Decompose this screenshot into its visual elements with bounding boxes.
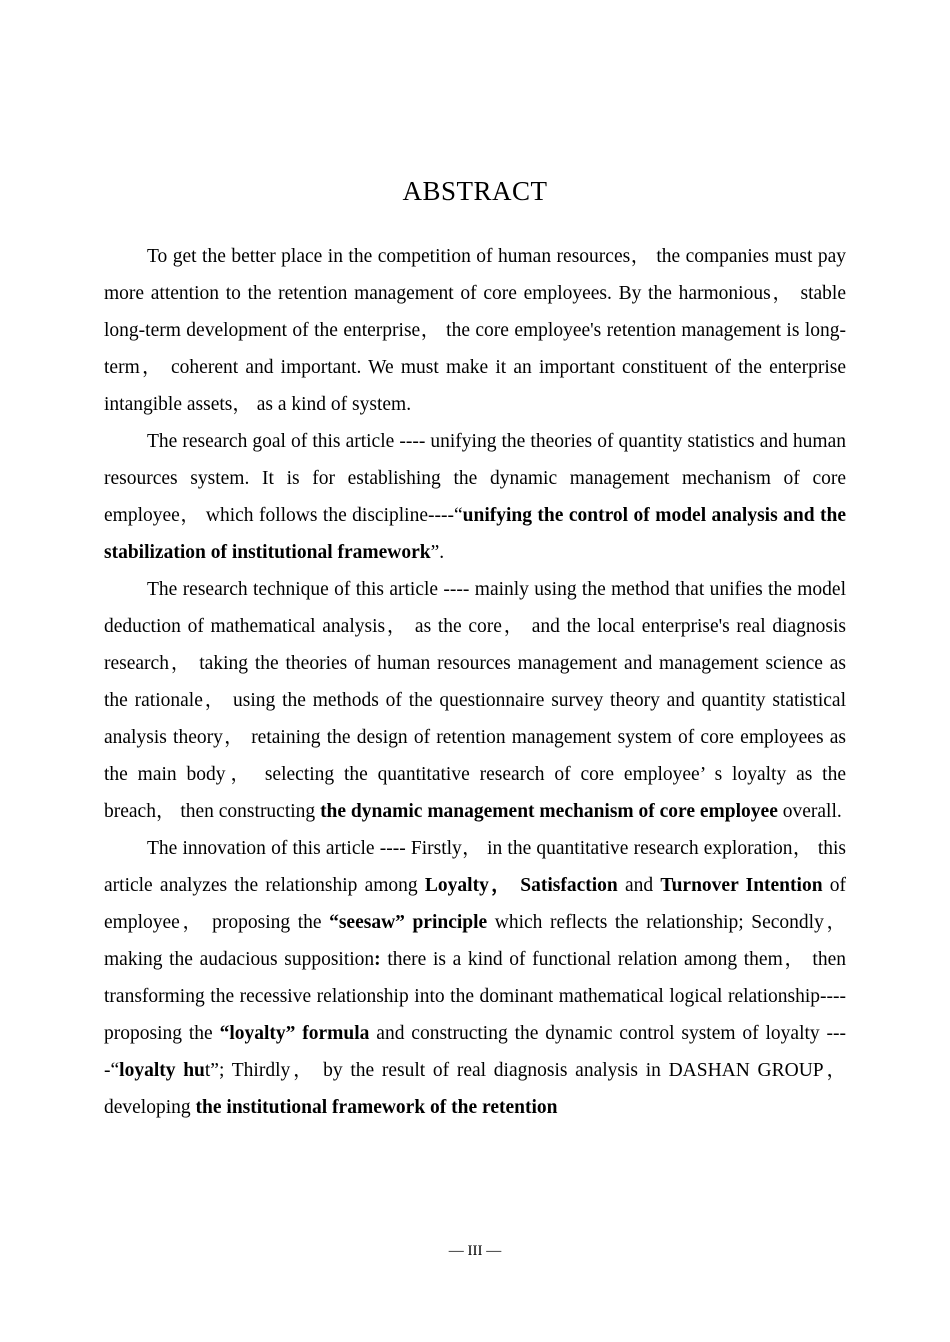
text-run: ”. [430,542,445,563]
text-run: which reflects the relationship; Secondly， making the audacious supposition [104,912,847,970]
bold-text-run: Turnover Intention [660,875,823,896]
abstract-paragraph [104,830,846,1126]
bold-text-run: “loyalty” formula [219,1023,370,1044]
bold-text-run: loyalty hu [119,1060,205,1081]
text-run: overall. [777,801,842,822]
text-run: of employee， proposing the [104,875,847,933]
abstract-paragraph [104,571,846,830]
bold-text-run: the dynamic management mechanism of core employee [320,801,778,822]
text-run: The research goal of this article ---- unifying the theories of quantity statistics and human resources system. It is for establishing the dynamic management mechanism of core employee， which follows the discipline----“ [104,431,846,526]
abstract-body [104,238,846,1126]
abstract-title: ABSTRACT [402,176,548,206]
bold-text-run: Loyalty， Satisfaction [424,875,618,896]
text-run: and [617,875,661,896]
abstract-paragraph [104,238,846,423]
bold-text-run: “seesaw” principle [329,912,488,933]
text-run: To get the better place in the competition of human resources， the companies must pay more attention to the retention management of core employees. By the harmonious， stable long-term development of the enterprise， the core employee's retention management is long-term， coherent and important. We must make it an important constituent of the enterprise intangible assets， as a kind of system. [104,246,846,415]
bold-text-run: : [374,949,381,970]
abstract-paragraph [104,423,846,571]
bold-text-run: unifying the control of model analysis and the stabilization of institutional framework [104,505,846,563]
text-run: The research technique of this article ---- mainly using the method that unifies the model deduction of mathematical analysis， as the core， and the local enterprise's real diagnosis research， taking the theories of human resources management and management science as the rationale， using the methods of the questionnaire survey theory and quantity statistical analysis theory， retaining the design of retention management system of core employees as the main body， selecting the quantitative research of core employee’ s loyalty as the breach， then constructing [104,579,846,822]
text-run: there is a kind of functional relation among them， then transforming the recessive relationship into the dominant mathematical logical relationship----proposing the [104,949,847,1044]
text-run: The innovation of this article ---- Firstly， in the quantitative research exploration， this article analyzes the relationship among [104,838,846,896]
page-number: — III — [448,1243,502,1259]
text-run: t”; Thirdly， by the result of real diagnosis analysis in DASHAN GROUP， developing [104,1060,846,1118]
text-run: and constructing the dynamic control system of loyalty ----“ [104,1023,847,1081]
bold-text-run: the institutional framework of the retention [195,1097,558,1118]
